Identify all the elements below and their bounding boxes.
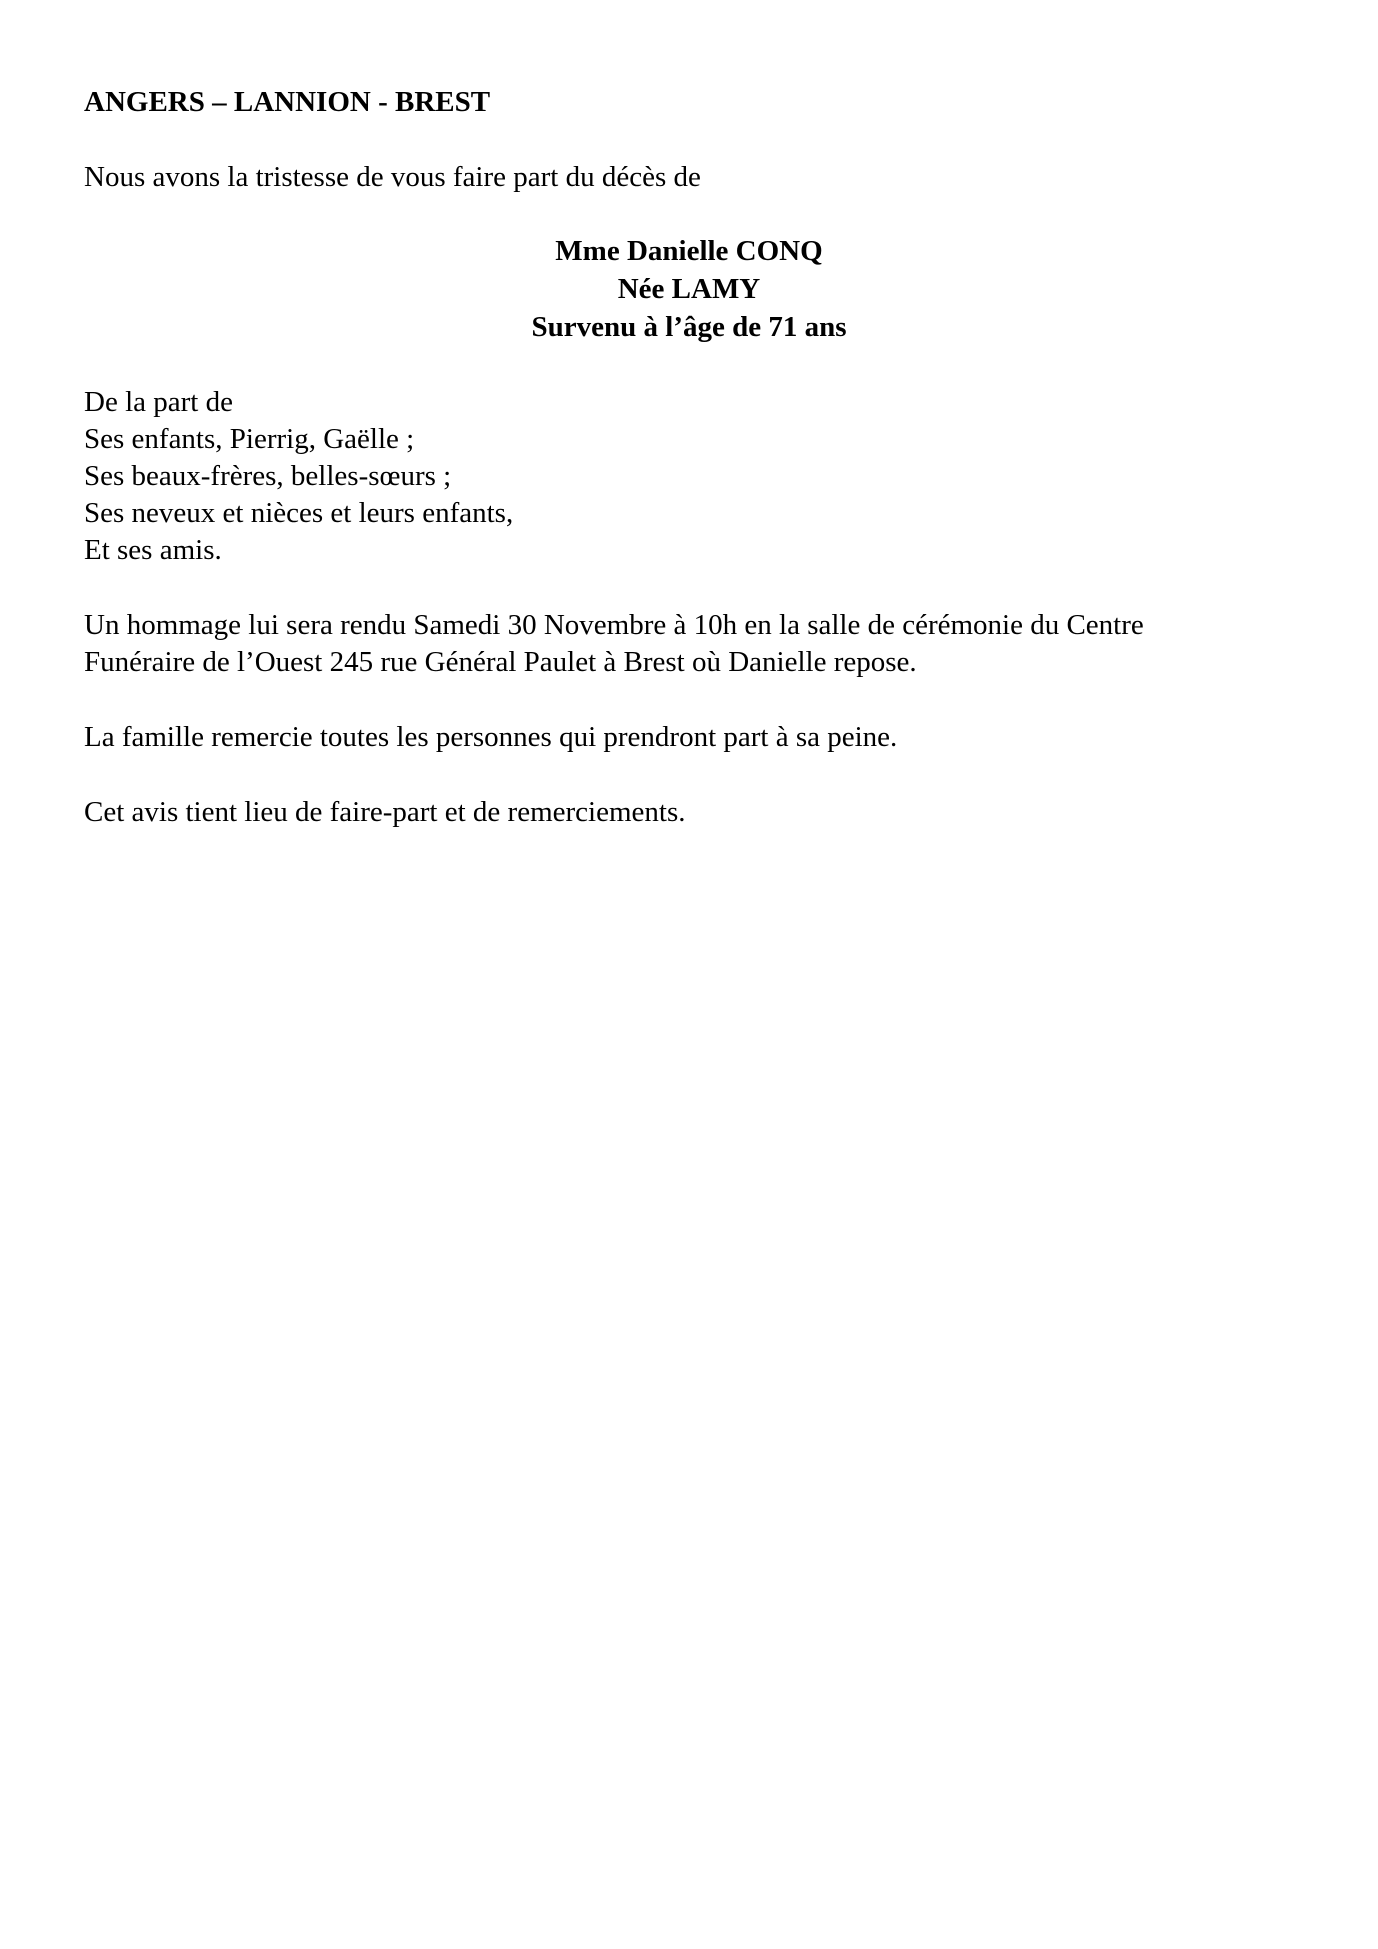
- thanks-text: La famille remercie toutes les personnes qui prendront part à sa peine.: [84, 721, 898, 753]
- family-line: Et ses amis.: [84, 534, 222, 566]
- tribute-line: Funéraire de l’Ouest 245 rue Général Paulet à Brest où Danielle repose.: [84, 646, 917, 678]
- intro-text: Nous avons la tristesse de vous faire part du décès de: [84, 161, 701, 193]
- heading-cities: ANGERS – LANNION - BREST: [84, 86, 491, 118]
- family-line: Ses enfants, Pierrig, Gaëlle ;: [84, 423, 415, 455]
- family-intro: De la part de: [84, 386, 233, 418]
- family-line: Ses neveux et nièces et leurs enfants,: [84, 497, 514, 529]
- tribute-line: Un hommage lui sera rendu Samedi 30 Novembre à 10h en la salle de cérémonie du Centre: [84, 609, 1144, 641]
- deceased-name: Mme Danielle CONQ: [555, 235, 823, 267]
- family-line: Ses beaux-frères, belles-sœurs ;: [84, 460, 452, 492]
- deceased-age: Survenu à l’âge de 71 ans: [531, 311, 847, 343]
- notice-text: Cet avis tient lieu de faire-part et de remerciements.: [84, 796, 686, 828]
- deceased-maiden-name: Née LAMY: [617, 273, 761, 305]
